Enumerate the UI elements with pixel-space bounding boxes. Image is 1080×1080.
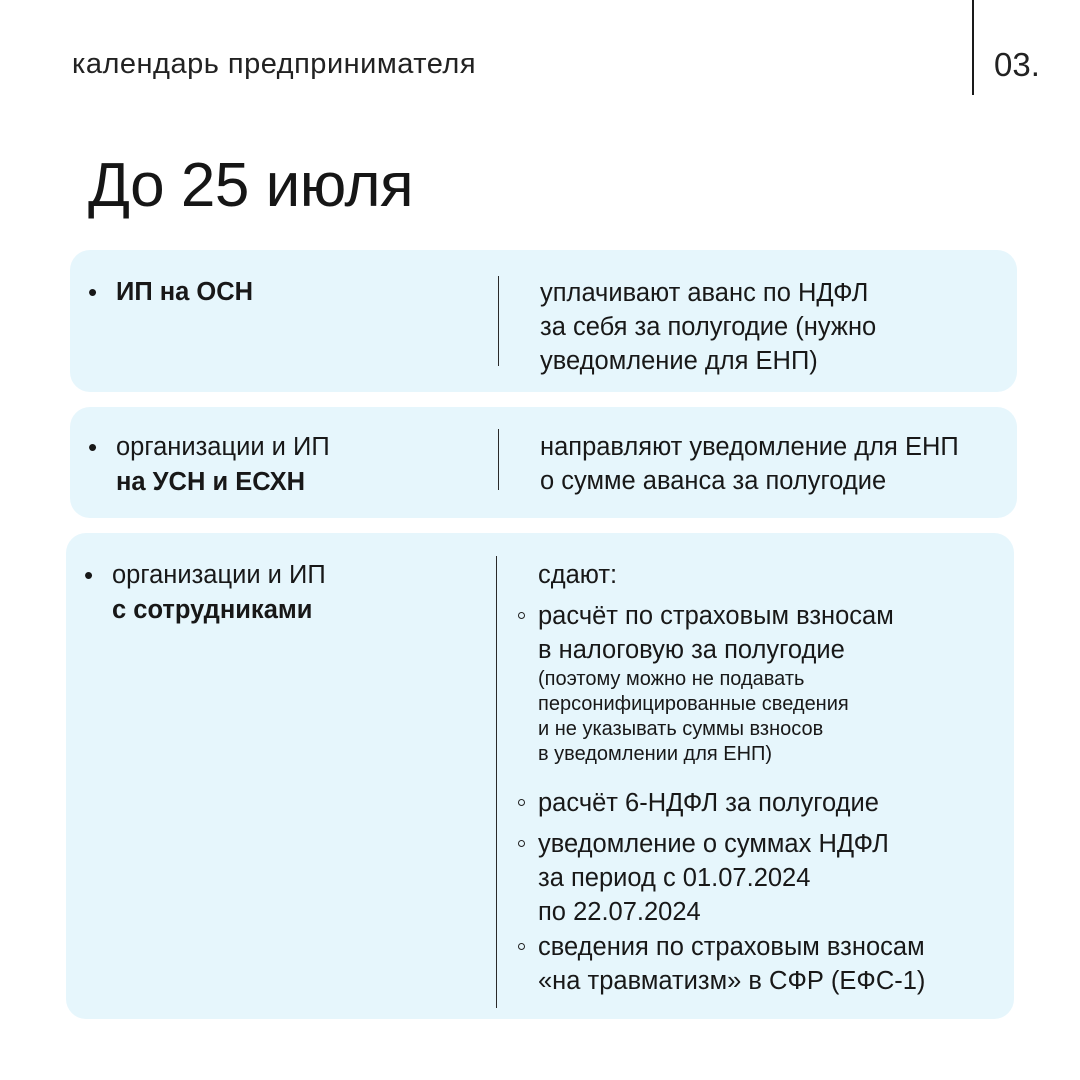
description-line: направляют уведомление для ЕНП bbox=[540, 433, 959, 461]
bullet-icon: • bbox=[88, 432, 98, 462]
card-usn-eshn bbox=[70, 407, 1017, 518]
list-item bbox=[538, 930, 925, 998]
subject-bold: с сотрудниками bbox=[112, 596, 313, 624]
card-description bbox=[540, 430, 959, 498]
description-line: уведомление для ЕНП) bbox=[540, 347, 818, 375]
bullet-icon: • bbox=[88, 277, 98, 307]
item-line: «на травматизм» в СФР (ЕФС-1) bbox=[538, 967, 926, 995]
item-line: расчёт по страховым взносам bbox=[538, 602, 894, 630]
description-line: за себя за полугодие (нужно bbox=[540, 313, 877, 341]
card-intro: сдают: bbox=[538, 561, 618, 589]
card-subject bbox=[88, 275, 254, 310]
item-note: в уведомлении для ЕНП) bbox=[538, 743, 773, 765]
circle-bullet-icon bbox=[518, 943, 525, 950]
circle-bullet-icon bbox=[518, 799, 525, 806]
page-number: 03. bbox=[994, 46, 1040, 83]
column-divider bbox=[498, 429, 499, 490]
column-divider bbox=[498, 276, 499, 366]
header-title: календарь предпринимателя bbox=[72, 48, 477, 80]
subject-regular: организации и ИП bbox=[112, 561, 326, 589]
circle-bullet-icon bbox=[518, 840, 525, 847]
description-line: о сумме аванса за полугодие bbox=[540, 467, 887, 495]
bullet-icon: • bbox=[84, 560, 94, 590]
subject-bold: на УСН и ЕСХН bbox=[116, 468, 306, 496]
card-subject bbox=[84, 558, 326, 628]
item-note: (поэтому можно не подавать bbox=[538, 668, 805, 690]
item-note: персонифицированные сведения bbox=[538, 693, 849, 715]
item-line: за период с 01.07.2024 bbox=[538, 864, 811, 892]
header-divider bbox=[972, 0, 974, 95]
item-line: сведения по страховым взносам bbox=[538, 933, 925, 961]
list-item bbox=[538, 786, 879, 820]
subject-bold: ИП на ОСН bbox=[116, 278, 254, 306]
description-line: уплачивают аванс по НДФЛ bbox=[540, 279, 869, 307]
list-item bbox=[538, 599, 894, 767]
list-item bbox=[538, 827, 889, 929]
card-description bbox=[540, 276, 876, 378]
card-employers bbox=[66, 533, 1014, 1019]
page-title: До 25 июля bbox=[88, 151, 414, 220]
item-line: расчёт 6-НДФЛ за полугодие bbox=[538, 789, 879, 817]
column-divider bbox=[496, 556, 497, 1008]
item-line: уведомление о суммах НДФЛ bbox=[538, 830, 889, 858]
circle-bullet-icon bbox=[518, 612, 525, 619]
item-note: и не указывать суммы взносов bbox=[538, 718, 824, 740]
subject-regular: организации и ИП bbox=[116, 433, 330, 461]
card-ip-osn bbox=[70, 250, 1017, 392]
item-line: по 22.07.2024 bbox=[538, 898, 701, 926]
card-subject bbox=[88, 430, 330, 500]
item-line: в налоговую за полугодие bbox=[538, 636, 845, 664]
